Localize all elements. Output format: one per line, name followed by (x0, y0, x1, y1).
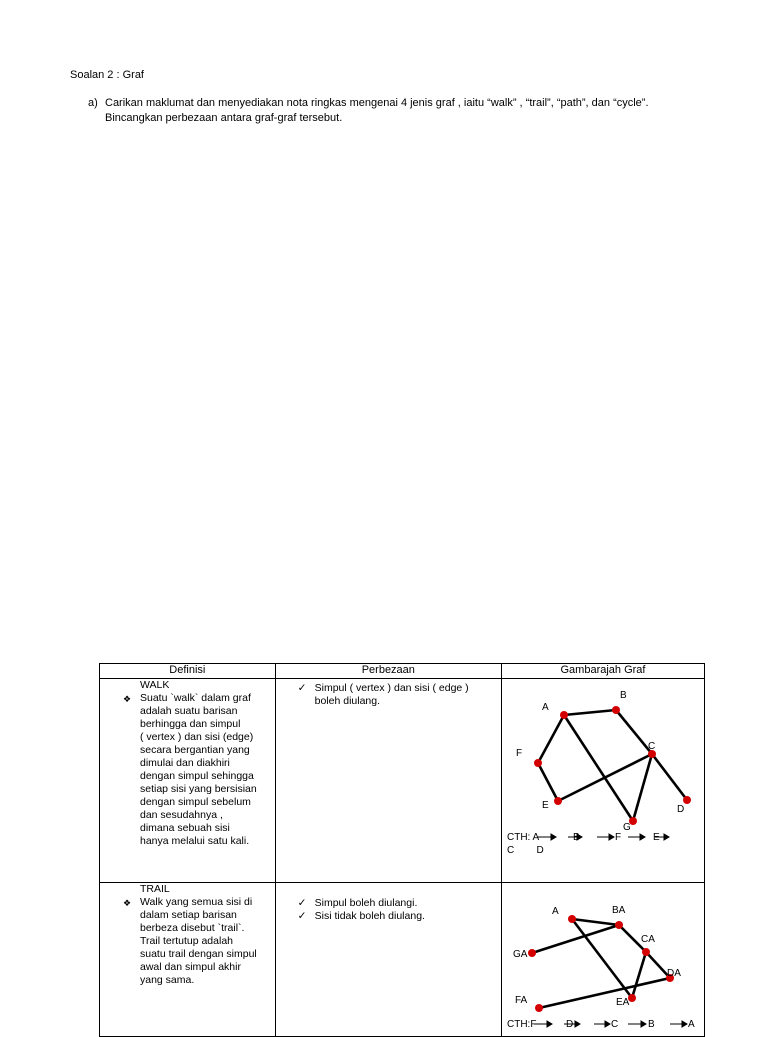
table-row-walk (100, 679, 705, 883)
checkmark-icon: ✓ (297, 897, 307, 909)
label-g: G (623, 822, 631, 833)
edge-da-fa (539, 978, 670, 1008)
node-ga (528, 949, 536, 957)
walk-difference-cell (275, 679, 501, 883)
arrow-head-icon (605, 1021, 610, 1027)
example-node: B (573, 832, 580, 843)
arrow-head-icon (664, 834, 669, 840)
node-a (560, 711, 568, 719)
list-item (298, 897, 501, 910)
walk-definition-text (140, 692, 272, 848)
node-a (568, 915, 576, 923)
trail-graph-cell (502, 883, 705, 1037)
example-prefix: CTH: A (507, 832, 540, 843)
edge-c-d (652, 754, 687, 800)
example-prefix: CTH:F (507, 1019, 537, 1030)
checkmark-icon: ✓ (297, 682, 307, 694)
question-text (105, 96, 708, 126)
label-a: A (552, 906, 559, 917)
trail-difference-list (276, 897, 501, 923)
definition-line: berhingga dan simpul (140, 718, 241, 730)
walk-definition (100, 692, 275, 848)
example-second-line: C D (507, 845, 544, 856)
walk-graph-edges (538, 710, 687, 821)
definition-line: berbeza disebut `trail`. (140, 922, 245, 934)
definition-line: suatu trail dengan simpul (140, 948, 257, 960)
edge-b-c (616, 710, 652, 754)
arrow-head-icon (575, 1021, 580, 1027)
walk-graph-diagram (502, 679, 704, 879)
table-row-trail (100, 883, 705, 1037)
list-item (298, 682, 501, 708)
definition-line: dengan simpul sebelum (140, 796, 251, 808)
label-e: E (542, 800, 549, 811)
arrow-head-icon (682, 1021, 687, 1027)
node-e (554, 797, 562, 805)
question-line-1: Carikan maklumat dan menyediakan nota ringkas mengenai 4 jenis graf , iaitu “walk” , “trail”, “path”, dan “cycle”. (105, 97, 649, 109)
question-line-2: Bincangkan perbezaan antara graf-graf tersebut. (105, 112, 343, 124)
definition-line: dalam setiap barisan (140, 909, 237, 921)
edge-ba-ga (532, 925, 619, 953)
definition-line: ( vertex ) dan sisi (edge) (140, 731, 254, 743)
example-node: C (611, 1019, 619, 1030)
arrow-head-icon (641, 1021, 646, 1027)
definition-line: Trail tertutup adalah (140, 935, 233, 947)
trail-title: TRAIL (140, 883, 170, 895)
definition-line: dimulai dan diakhiri (140, 757, 230, 769)
label-d: D (677, 804, 685, 815)
label-c: C (648, 741, 656, 752)
example-arrows (538, 834, 669, 840)
label-a: A (542, 702, 549, 713)
trail-difference-cell (275, 883, 501, 1037)
trail-graph-diagram (502, 883, 704, 1033)
node-b (612, 706, 620, 714)
edge-a-f (538, 715, 564, 763)
walk-difference-list (276, 682, 501, 708)
arrow-head-icon (551, 834, 556, 840)
question-marker: a) (88, 97, 98, 109)
checkmark-icon: ✓ (297, 910, 307, 922)
difference-text: Sisi tidak boleh diulang. (314, 910, 425, 922)
section-heading: Soalan 2 : Graf (70, 69, 144, 81)
label-f: F (516, 748, 523, 759)
difference-text: Simpul ( vertex ) dan sisi ( edge ) boleh diulang. (314, 682, 469, 707)
label-ga: GA (513, 949, 528, 960)
label-ba: BA (612, 905, 626, 916)
table-header-row (100, 664, 705, 679)
walk-definition-cell (100, 679, 276, 883)
edge-a-ba (572, 919, 619, 925)
definition-line: dan sesudahnya , (140, 809, 223, 821)
edge-f-e (538, 763, 558, 801)
walk-title: WALK (140, 679, 170, 691)
node-d (683, 796, 691, 804)
definition-line: yang sama. (140, 974, 195, 986)
header-perbezaan: Perbezaan (275, 664, 501, 679)
edge-ca-ea (632, 952, 646, 998)
node-f (534, 759, 542, 767)
node-ba (615, 921, 623, 929)
edge-c-g (633, 754, 652, 821)
example-node: A (688, 1019, 695, 1030)
trail-graph-edges (532, 919, 670, 1008)
arrow-head-icon (640, 834, 645, 840)
definition-line: dengan simpul sehingga (140, 770, 254, 782)
node-ca (642, 948, 650, 956)
definition-line: hanya melalui satu kali. (140, 835, 250, 847)
trail-definition (100, 896, 275, 987)
header-definisi: Definisi (100, 664, 276, 679)
difference-text: Simpul boleh diulangi. (314, 897, 418, 909)
label-ca: CA (641, 934, 655, 945)
edge-a-b (564, 710, 616, 715)
question-a (88, 96, 708, 126)
trail-definition-text (140, 896, 272, 987)
diamond-bullet-icon: ❖ (123, 898, 132, 908)
walk-graph-cell (502, 679, 705, 883)
walk-graph-nodes (534, 706, 691, 825)
definition-line: awal dan simpul akhir (140, 961, 241, 973)
arrow-head-icon (609, 834, 614, 840)
example-node: D (566, 1019, 574, 1030)
definition-line: secara bergantian yang (140, 744, 250, 756)
example-node: F (615, 832, 622, 843)
definition-line: setiap sisi yang bersisian (140, 783, 257, 795)
definition-line: adalah suatu barisan (140, 705, 238, 717)
label-b: B (620, 690, 627, 701)
node-fa (535, 1004, 543, 1012)
definition-line: Suatu `walk` dalam graf (140, 692, 251, 704)
example-node: E (653, 832, 660, 843)
trail-definition-cell (100, 883, 276, 1037)
label-da: DA (667, 968, 681, 979)
diamond-bullet-icon: ❖ (123, 694, 132, 704)
definition-line: Walk yang semua sisi di (140, 896, 253, 908)
arrow-head-icon (547, 1021, 552, 1027)
header-gambarajah: Gambarajah Graf (502, 664, 705, 679)
label-ea: EA (616, 997, 630, 1008)
graph-comparison-table (99, 663, 705, 1037)
example-node: B (648, 1019, 655, 1030)
label-fa: FA (515, 995, 528, 1006)
list-item (298, 910, 501, 923)
definition-line: dimana sebuah sisi (140, 822, 230, 834)
